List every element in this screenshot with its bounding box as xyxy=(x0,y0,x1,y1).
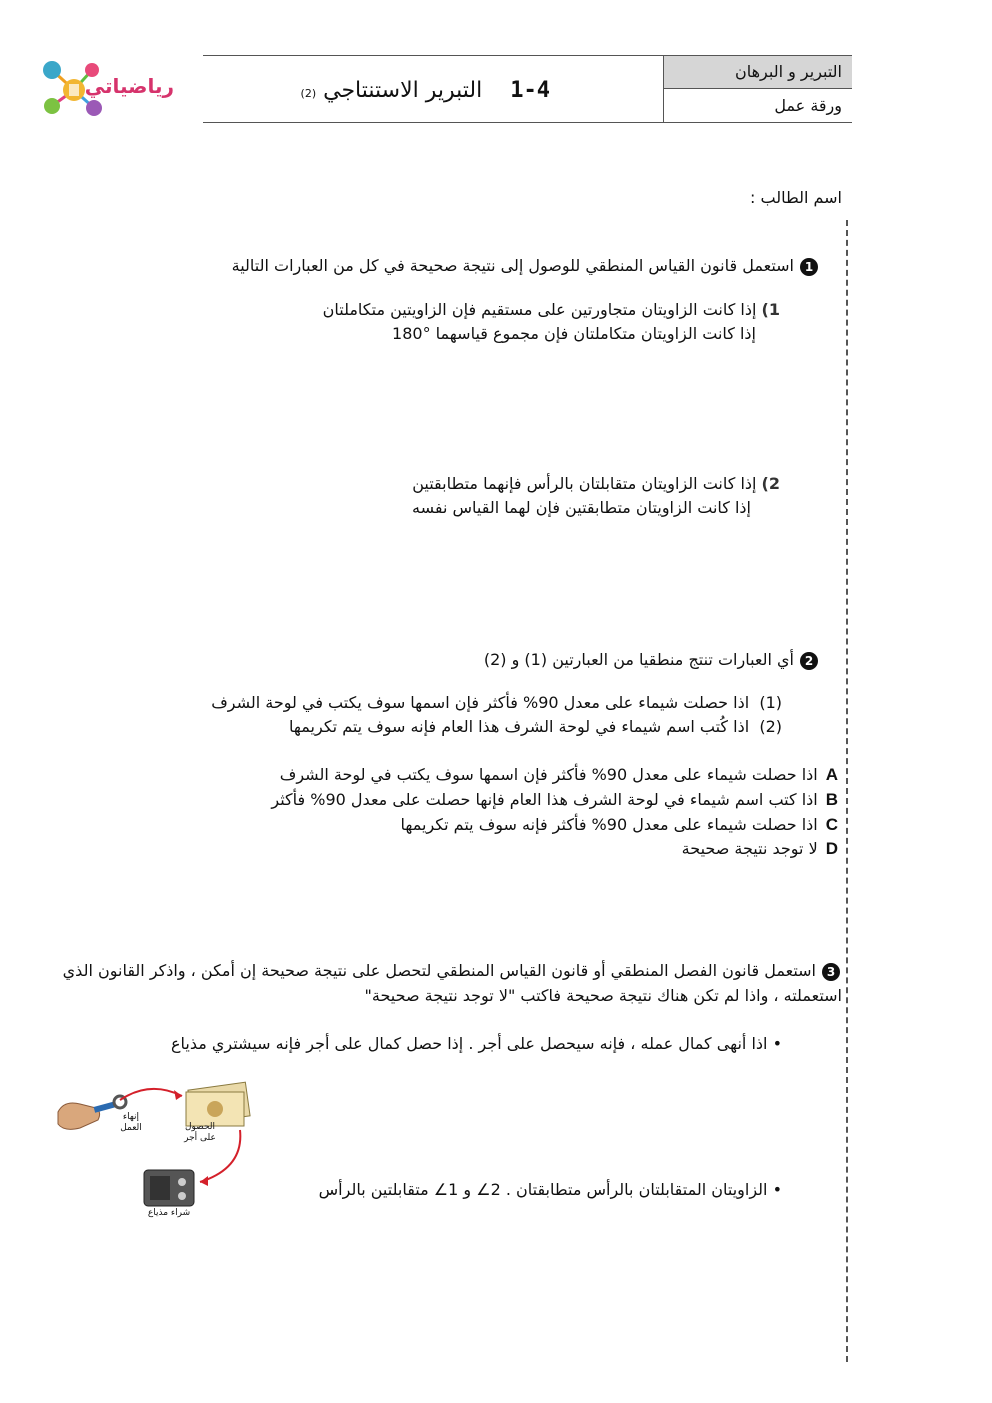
question-prompt: أي العبارات تنتج منطقيا من العبارتين (1) و (2) xyxy=(483,650,794,669)
label-buy-radio: شراء مذياع xyxy=(147,1208,191,1218)
option-text: لا توجد نتيجة صحيحة xyxy=(681,839,818,858)
statement-text: اذا كُتب اسم شيماء في لوحة الشرف هذا العام فإنه سوف يتم تكريمها xyxy=(289,717,750,736)
q1-item-1 xyxy=(300,300,780,319)
bullet: • xyxy=(772,1180,782,1199)
q3-item-2 xyxy=(200,1180,782,1199)
question-number: 2 xyxy=(800,652,818,670)
option-text: اذا حصلت شيماء على معدل 90% فأكثر فإن اسمها سوف يكتب في لوحة الشرف xyxy=(279,765,818,784)
item-number: 2) xyxy=(761,474,780,493)
lesson-part: (2) xyxy=(300,87,317,100)
logo-text: رياضياتي xyxy=(84,74,174,98)
question-number: 3 xyxy=(822,963,840,981)
item-line-1: إذا كانت الزاويتان متجاورتين على مستقيم فإن الزاويتين متكاملتان xyxy=(322,300,757,319)
q2-option-c[interactable] xyxy=(200,815,838,835)
radio-icon xyxy=(144,1170,194,1206)
question-1 xyxy=(200,256,818,276)
q1-item-2 xyxy=(300,474,780,493)
question-prompt-line-1: استعمل قانون الفصل المنطقي أو قانون القياس المنطقي لتحصل على نتيجة صحيحة إن أمكن ، واذكر القانون الذي xyxy=(62,961,816,980)
money-icon xyxy=(186,1082,250,1126)
lesson-number: 1-4 xyxy=(510,78,550,103)
header-bottom-border xyxy=(203,122,852,123)
bullet: • xyxy=(772,1034,782,1053)
option-letter: C xyxy=(825,815,838,834)
statement-number: (2) xyxy=(759,717,782,736)
option-letter: D xyxy=(825,839,838,858)
q2-option-d[interactable] xyxy=(200,839,838,859)
logo xyxy=(36,56,176,126)
lesson-title xyxy=(290,78,550,103)
label-finish-work: إنهاء العمل xyxy=(120,1112,142,1133)
question-3-prompt-line-2: استعملته ، واذا لم تكن هناك نتيجة صحيحة فاكتب "لا توجد نتيجة صحيحة" xyxy=(364,986,842,1005)
q2-option-b[interactable] xyxy=(200,790,838,810)
item-number: 1) xyxy=(761,300,780,319)
q1-item-2-line-2: إذا كانت الزاويتان متطابقتين فإن لهما القياس نفسه xyxy=(412,498,751,517)
question-number: 1 xyxy=(800,258,818,276)
option-text: اذا كتب اسم شيماء في لوحة الشرف هذا العام فإنها حصلت على معدل 90% فأكثر xyxy=(271,790,818,809)
header-type: ورقة عمل xyxy=(774,96,842,115)
q2-statement-2 xyxy=(200,717,782,736)
option-letter: A xyxy=(825,765,838,784)
lesson-title-text: التبرير الاستنتاجي xyxy=(323,78,483,103)
q3-item-1 xyxy=(150,1034,782,1053)
q1-item-1-line-2: إذا كانت الزاويتان متكاملتان فإن مجموع قياسهما °180 xyxy=(392,324,756,343)
item-text: اذا أنهى كمال عمله ، فإنه سيحصل على أجر . إذا حصل كمال على أجر فإنه سيشتري مذياع xyxy=(170,1034,768,1053)
item-line-1: إذا كانت الزاويتان متقابلتان بالرأس فإنهما متطابقتين xyxy=(412,474,757,493)
q2-statement-1 xyxy=(200,693,782,712)
margin-line xyxy=(846,220,848,1362)
statement-text: اذا حصلت شيماء على معدل 90% فأكثر فإن اسمها سوف يكتب في لوحة الشرف xyxy=(211,693,750,712)
option-letter: B xyxy=(825,790,838,809)
q2-option-a[interactable] xyxy=(200,765,838,785)
item-text: الزاويتان المتقابلتان بالرأس متطابقتان . 2∠ و 1∠ متقابلتين بالرأس xyxy=(318,1180,768,1199)
statement-number: (1) xyxy=(759,693,782,712)
q3-figure xyxy=(50,1078,260,1228)
question-prompt: استعمل قانون القياس المنطقي للوصول إلى نتيجة صحيحة في كل من العبارات التالية xyxy=(231,256,794,275)
question-3 xyxy=(62,961,840,981)
label-get-pay: الحصول على أجر xyxy=(184,1122,216,1143)
student-name-label: اسم الطالب : xyxy=(750,188,842,207)
option-text: اذا حصلت شيماء على معدل 90% فأكثر فإنه سوف يتم تكريمها xyxy=(400,815,818,834)
question-2 xyxy=(300,650,818,670)
figure-graphic xyxy=(50,1078,260,1228)
header-unit: التبرير و البرهان xyxy=(734,62,842,81)
